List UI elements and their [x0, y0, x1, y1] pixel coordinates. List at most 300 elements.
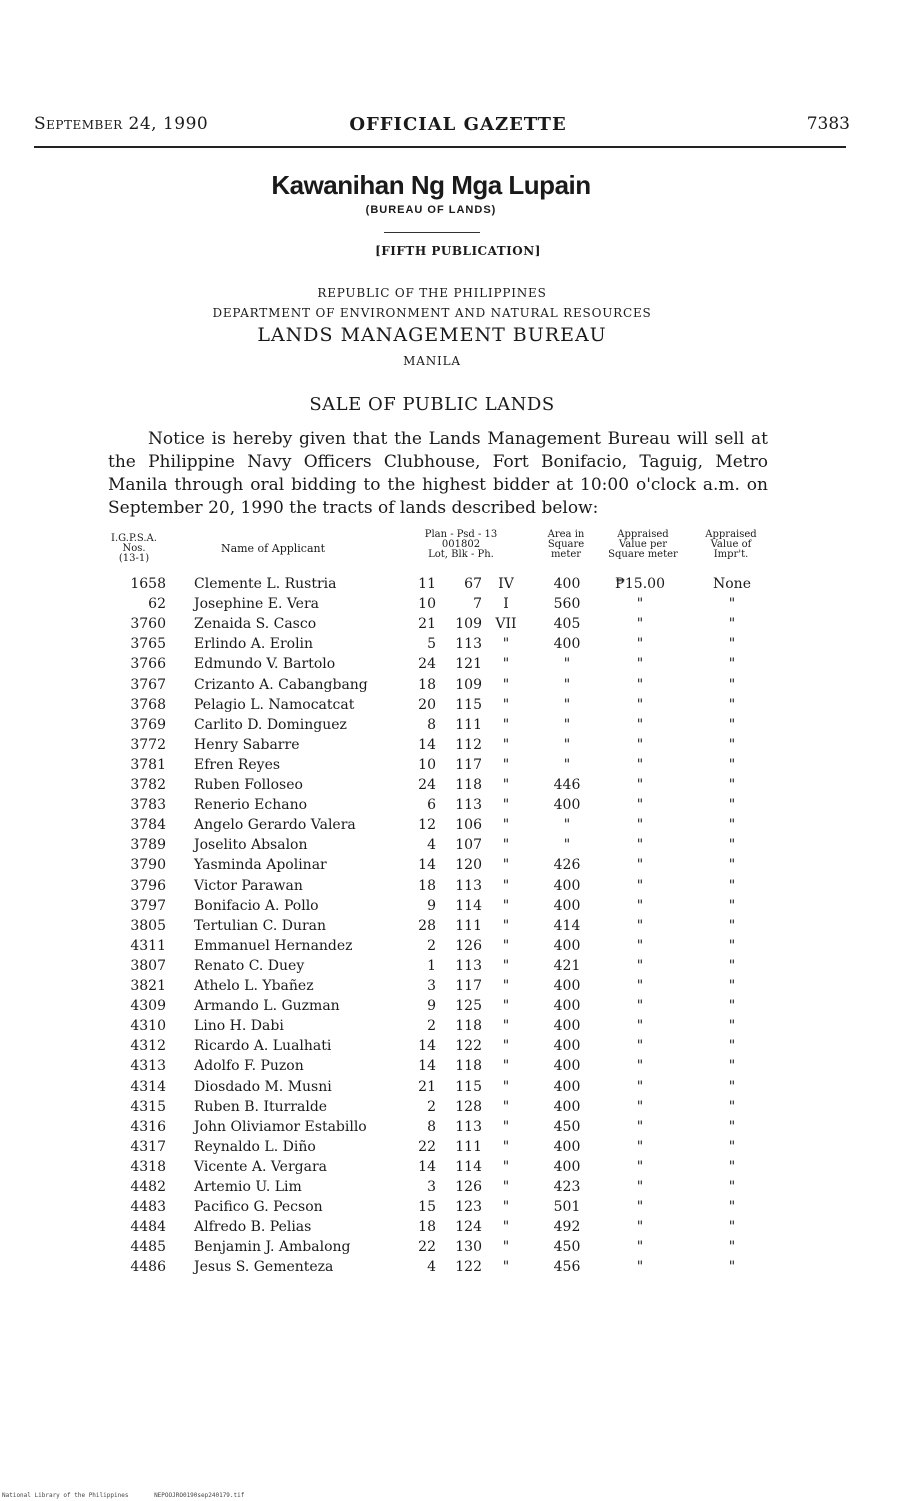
- cell-blk: 111: [455, 1139, 482, 1155]
- cell-area: 423: [553, 1179, 581, 1195]
- table-row: [0, 677, 916, 697]
- cell-blk: 109: [455, 677, 482, 693]
- cell-lot: 6: [427, 797, 436, 813]
- cell-area: 426: [553, 857, 581, 873]
- table-row: [0, 1139, 916, 1159]
- cell-blk: 121: [455, 656, 482, 672]
- cell-no: 3765: [130, 636, 166, 652]
- cell-name: Pelagio L. Namocatcat: [194, 697, 355, 713]
- cell-blk: 128: [455, 1099, 482, 1115]
- cell-value: ": [636, 656, 644, 672]
- cell-imp: ": [728, 1018, 736, 1034]
- cell-no: 3790: [130, 857, 166, 873]
- cell-lot: 12: [418, 817, 436, 833]
- cell-value: ": [636, 878, 644, 894]
- cell-name: Yasminda Apolinar: [194, 857, 327, 873]
- header-plan-line3: Lot, Blk - Ph.: [428, 549, 494, 560]
- cell-ph: ": [502, 1199, 510, 1215]
- cell-no: 3805: [130, 918, 166, 934]
- cell-name: Henry Sabarre: [194, 737, 300, 753]
- cell-imp: ": [728, 958, 736, 974]
- table-row: [0, 837, 916, 857]
- table-row: [0, 636, 916, 656]
- table-row: [0, 777, 916, 797]
- cell-lot: 14: [418, 1058, 436, 1074]
- cell-blk: 122: [455, 1038, 482, 1054]
- department-line: DEPARTMENT OF ENVIRONMENT AND NATURAL RESOURCES: [212, 306, 652, 320]
- table-row: [0, 697, 916, 717]
- cell-blk: 124: [455, 1219, 482, 1235]
- cell-area: ": [563, 656, 571, 672]
- cell-name: Alfredo B. Pelias: [194, 1219, 312, 1235]
- cell-name: Edmundo V. Bartolo: [194, 656, 336, 672]
- header-area: [534, 530, 598, 560]
- cell-name: Joselito Absalon: [194, 837, 308, 853]
- cell-area: 400: [553, 998, 581, 1014]
- cell-imp: None: [713, 576, 751, 592]
- table-row: [0, 817, 916, 837]
- table-row: [0, 857, 916, 877]
- cell-imp: ": [728, 636, 736, 652]
- cell-name: Crizanto A. Cabangbang: [194, 677, 368, 693]
- city-line: MANILA: [403, 354, 461, 368]
- cell-no: 4312: [130, 1038, 166, 1054]
- cell-value: ": [636, 1018, 644, 1034]
- cell-blk: 113: [455, 878, 482, 894]
- table-row: [0, 717, 916, 737]
- cell-lot: 2: [427, 1018, 436, 1034]
- cell-name: Athelo L. Ybañez: [194, 978, 314, 994]
- header-plan-line1: Plan - Psd - 13: [424, 529, 498, 540]
- cell-name: Carlito D. Dominguez: [194, 717, 347, 733]
- cell-name: Erlindo A. Erolin: [194, 636, 314, 652]
- cell-area: ": [563, 677, 571, 693]
- cell-blk: 113: [455, 958, 482, 974]
- cell-ph: ": [502, 857, 510, 873]
- cell-blk: 118: [455, 777, 482, 793]
- cell-area: 400: [553, 1018, 581, 1034]
- cell-imp: ": [728, 797, 736, 813]
- cell-blk: 113: [455, 636, 482, 652]
- cell-ph: ": [502, 1139, 510, 1155]
- cell-name: Vicente A. Vergara: [194, 1159, 328, 1175]
- cell-lot: 3: [427, 1179, 436, 1195]
- table-row: [0, 1119, 916, 1139]
- cell-imp: ": [728, 737, 736, 753]
- cell-no: 4316: [130, 1119, 166, 1135]
- cell-value: ": [636, 616, 644, 632]
- cell-value: ": [636, 777, 644, 793]
- cell-blk: 115: [455, 1079, 482, 1095]
- cell-lot: 9: [427, 898, 436, 914]
- cell-name: Benjamin J. Ambalong: [194, 1239, 351, 1255]
- cell-no: 3782: [130, 777, 166, 793]
- cell-name: Josephine E. Vera: [194, 596, 319, 612]
- cell-area: ": [563, 757, 571, 773]
- cell-no: 4315: [130, 1099, 166, 1115]
- cell-value: ": [636, 837, 644, 853]
- cell-value: ": [636, 1159, 644, 1175]
- cell-ph: ": [502, 717, 510, 733]
- cell-no: 3766: [130, 656, 166, 672]
- bureau-title: Kawanihan Ng Mga Lupain: [271, 170, 591, 200]
- cell-area: 450: [553, 1119, 581, 1135]
- header-area-line2: Square: [547, 539, 585, 550]
- cell-value: ": [636, 1179, 644, 1195]
- cell-imp: ": [728, 1079, 736, 1095]
- cell-blk: 107: [455, 837, 482, 853]
- header-imp-line3: Impr't.: [713, 549, 749, 560]
- cell-no: 3781: [130, 757, 166, 773]
- cell-lot: 10: [418, 596, 436, 612]
- table-row: [0, 757, 916, 777]
- cell-no: 3768: [130, 697, 166, 713]
- header-value-line2: Value per: [618, 539, 668, 550]
- cell-no: 3821: [130, 978, 166, 994]
- cell-ph: I: [503, 596, 509, 612]
- cell-imp: ": [728, 1259, 736, 1275]
- cell-name: Renerio Echano: [194, 797, 308, 813]
- cell-no: 3797: [130, 898, 166, 914]
- section-title: SALE OF PUBLIC LANDS: [309, 394, 555, 415]
- table-row: [0, 958, 916, 978]
- cell-blk: 113: [455, 1119, 482, 1135]
- cell-no: 3769: [130, 717, 166, 733]
- cell-value: ": [636, 757, 644, 773]
- cell-name: Pacifico G. Pecson: [194, 1199, 323, 1215]
- header-imp-line2: Value of: [710, 539, 752, 550]
- cell-ph: ": [502, 1099, 510, 1115]
- cell-no: 3783: [130, 797, 166, 813]
- cell-value: ": [636, 1058, 644, 1074]
- cell-area: 405: [553, 616, 581, 632]
- cell-ph: ": [502, 998, 510, 1014]
- cell-imp: ": [728, 1099, 736, 1115]
- cell-value: ": [636, 737, 644, 753]
- table-row: [0, 1199, 916, 1219]
- cell-lot: 1: [427, 958, 436, 974]
- table-row: [0, 737, 916, 757]
- cell-area: 456: [553, 1259, 581, 1275]
- table-row: [0, 616, 916, 636]
- cell-value: ": [636, 677, 644, 693]
- bureau-subtitle: (BUREAU OF LANDS): [365, 204, 497, 216]
- cell-no: 4311: [130, 938, 166, 954]
- cell-lot: 20: [418, 697, 436, 713]
- cell-imp: ": [728, 878, 736, 894]
- page-number: 7383: [806, 114, 850, 134]
- cell-lot: 4: [427, 837, 436, 853]
- cell-imp: ": [728, 616, 736, 632]
- cell-imp: ": [728, 777, 736, 793]
- cell-no: 4310: [130, 1018, 166, 1034]
- cell-area: 414: [553, 918, 581, 934]
- cell-imp: ": [728, 998, 736, 1014]
- cell-name: Adolfo F. Puzon: [194, 1058, 304, 1074]
- cell-imp: ": [728, 1058, 736, 1074]
- cell-ph: ": [502, 636, 510, 652]
- cell-area: 492: [553, 1219, 581, 1235]
- cell-area: 400: [553, 1159, 581, 1175]
- cell-blk: 122: [455, 1259, 482, 1275]
- cell-name: Efren Reyes: [194, 757, 281, 773]
- cell-ph: ": [502, 1159, 510, 1175]
- cell-ph: ": [502, 797, 510, 813]
- cell-lot: 2: [427, 1099, 436, 1115]
- cell-ph: ": [502, 1259, 510, 1275]
- table-row: [0, 918, 916, 938]
- cell-area: 400: [553, 878, 581, 894]
- cell-blk: 115: [455, 697, 482, 713]
- cell-area: 400: [553, 636, 581, 652]
- cell-no: 3807: [130, 958, 166, 974]
- table-row: [0, 938, 916, 958]
- cell-name: Armando L. Guzman: [194, 998, 340, 1014]
- header-rule: [34, 146, 846, 148]
- footer-library: National Library of the Philippines: [2, 1492, 129, 1499]
- table-row: [0, 898, 916, 918]
- header-area-line3: meter: [550, 549, 582, 560]
- cell-value: ": [636, 898, 644, 914]
- cell-ph: ": [502, 938, 510, 954]
- cell-name: Angelo Gerardo Valera: [194, 817, 356, 833]
- cell-imp: ": [728, 978, 736, 994]
- cell-blk: 117: [455, 757, 482, 773]
- bureau-line: LANDS MANAGEMENT BUREAU: [257, 324, 607, 346]
- cell-blk: 112: [455, 737, 482, 753]
- cell-imp: ": [728, 837, 736, 853]
- cell-imp: ": [728, 1038, 736, 1054]
- cell-area: ": [563, 697, 571, 713]
- cell-area: 400: [553, 1079, 581, 1095]
- cell-blk: 123: [455, 1199, 482, 1215]
- cell-value: ": [636, 596, 644, 612]
- cell-no: 4309: [130, 998, 166, 1014]
- header-value-line3: Square meter: [608, 549, 678, 560]
- cell-no: 4486: [130, 1259, 166, 1275]
- cell-ph: ": [502, 978, 510, 994]
- cell-value: ₱15.00: [615, 576, 665, 592]
- cell-name: Bonifacio A. Pollo: [194, 898, 319, 914]
- cell-no: 4483: [130, 1199, 166, 1215]
- cell-lot: 4: [427, 1259, 436, 1275]
- cell-imp: ": [728, 1239, 736, 1255]
- cell-imp: ": [728, 918, 736, 934]
- cell-lot: 2: [427, 938, 436, 954]
- cell-blk: 113: [455, 797, 482, 813]
- cell-no: 4313: [130, 1058, 166, 1074]
- cell-blk: 67: [464, 576, 482, 592]
- header-no-line1: I.G.P.S.A.: [111, 533, 157, 544]
- cell-lot: 14: [418, 857, 436, 873]
- cell-value: ": [636, 978, 644, 994]
- cell-value: ": [636, 1219, 644, 1235]
- cell-no: 3760: [130, 616, 166, 632]
- header-plan-line2: 001802: [441, 539, 481, 550]
- cell-value: ": [636, 1119, 644, 1135]
- cell-ph: ": [502, 1219, 510, 1235]
- cell-value: ": [636, 1038, 644, 1054]
- cell-lot: 15: [418, 1199, 436, 1215]
- cell-lot: 18: [418, 878, 436, 894]
- cell-no: 4485: [130, 1239, 166, 1255]
- publication-label: [FIFTH PUBLICATION]: [375, 244, 541, 258]
- cell-value: ": [636, 1099, 644, 1115]
- table-row: [0, 797, 916, 817]
- cell-no: 4314: [130, 1079, 166, 1095]
- cell-ph: ": [502, 1018, 510, 1034]
- cell-ph: IV: [498, 576, 514, 592]
- cell-no: 4318: [130, 1159, 166, 1175]
- cell-value: ": [636, 797, 644, 813]
- cell-lot: 28: [418, 918, 436, 934]
- notice-paragraph: Notice is hereby given that the Lands Management Bureau will sell at the Philippine Navy Officers Clubhouse, Fort Bonifacio, Taguig, Metro Manila through oral bidding to the highest bidder at 10:00 o'clock a.m. on September 20, 1990 the tracts of lands described below:: [108, 429, 768, 518]
- cell-blk: 114: [455, 1159, 482, 1175]
- cell-blk: 130: [455, 1239, 482, 1255]
- scan-footer: [2, 1492, 266, 1499]
- cell-value: ": [636, 1239, 644, 1255]
- table-row: [0, 1159, 916, 1179]
- cell-name: Artemio U. Lim: [194, 1179, 302, 1195]
- cell-area: ": [563, 717, 571, 733]
- cell-name: Lino H. Dabi: [194, 1018, 284, 1034]
- table-row: [0, 998, 916, 1018]
- cell-imp: ": [728, 938, 736, 954]
- cell-imp: ": [728, 1179, 736, 1195]
- cell-ph: ": [502, 918, 510, 934]
- cell-name: Jesus S. Gementeza: [194, 1259, 334, 1275]
- cell-blk: 111: [455, 717, 482, 733]
- cell-name: Ruben B. Iturralde: [194, 1099, 328, 1115]
- cell-lot: 3: [427, 978, 436, 994]
- cell-blk: 126: [455, 1179, 482, 1195]
- cell-value: ": [636, 1259, 644, 1275]
- cell-imp: ": [728, 1119, 736, 1135]
- table-row: [0, 878, 916, 898]
- cell-area: 400: [553, 1058, 581, 1074]
- cell-blk: 118: [455, 1018, 482, 1034]
- header-value: [594, 530, 692, 560]
- cell-blk: 118: [455, 1058, 482, 1074]
- cell-ph: ": [502, 677, 510, 693]
- cell-lot: 21: [418, 1079, 436, 1095]
- header-name: Name of Applicant: [220, 542, 326, 555]
- cell-area: 400: [553, 797, 581, 813]
- cell-name: Reynaldo L. Diño: [194, 1139, 316, 1155]
- cell-lot: 9: [427, 998, 436, 1014]
- table-row: [0, 656, 916, 676]
- cell-value: ": [636, 817, 644, 833]
- cell-value: ": [636, 998, 644, 1014]
- cell-ph: ": [502, 1038, 510, 1054]
- cell-ph: ": [502, 1119, 510, 1135]
- cell-blk: 117: [455, 978, 482, 994]
- running-header-title: OFFICIAL GAZETTE: [349, 114, 567, 135]
- cell-imp: ": [728, 717, 736, 733]
- cell-lot: 22: [418, 1239, 436, 1255]
- cell-area: 400: [553, 978, 581, 994]
- header-no: [108, 534, 160, 564]
- cell-area: 501: [553, 1199, 581, 1215]
- title-divider: [384, 232, 480, 233]
- cell-area: 446: [553, 777, 581, 793]
- cell-imp: ": [728, 656, 736, 672]
- table-row: [0, 1179, 916, 1199]
- table-row: [0, 1038, 916, 1058]
- cell-lot: 8: [427, 717, 436, 733]
- cell-blk: 109: [455, 616, 482, 632]
- cell-area: 400: [553, 1139, 581, 1155]
- cell-ph: ": [502, 1079, 510, 1095]
- cell-ph: ": [502, 958, 510, 974]
- cell-ph: ": [502, 1179, 510, 1195]
- cell-name: Clemente L. Rustria: [194, 576, 337, 592]
- cell-imp: ": [728, 817, 736, 833]
- cell-blk: 114: [455, 898, 482, 914]
- cell-no: 1658: [130, 576, 166, 592]
- cell-no: 62: [148, 596, 166, 612]
- cell-area: 400: [553, 938, 581, 954]
- header-improvement: [694, 530, 768, 560]
- cell-lot: 22: [418, 1139, 436, 1155]
- running-header-date: September 24, 1990: [34, 114, 209, 134]
- cell-area: 400: [553, 1099, 581, 1115]
- cell-imp: ": [728, 1199, 736, 1215]
- cell-ph: ": [502, 898, 510, 914]
- cell-ph: ": [502, 1058, 510, 1074]
- cell-blk: 7: [473, 596, 482, 612]
- cell-blk: 125: [455, 998, 482, 1014]
- cell-area: 450: [553, 1239, 581, 1255]
- cell-area: ": [563, 837, 571, 853]
- table-row: [0, 576, 916, 596]
- cell-name: Zenaida S. Casco: [194, 616, 317, 632]
- cell-lot: 10: [418, 757, 436, 773]
- cell-lot: 5: [427, 636, 436, 652]
- cell-no: 4484: [130, 1219, 166, 1235]
- cell-area: 400: [553, 898, 581, 914]
- header-no-line3: (13-1): [118, 553, 150, 564]
- cell-ph: ": [502, 878, 510, 894]
- cell-blk: 120: [455, 857, 482, 873]
- cell-area: 421: [553, 958, 581, 974]
- table-row: [0, 1259, 916, 1279]
- cell-lot: 24: [418, 656, 436, 672]
- cell-imp: ": [728, 677, 736, 693]
- cell-ph: ": [502, 697, 510, 713]
- cell-value: ": [636, 918, 644, 934]
- cell-ph: ": [502, 817, 510, 833]
- cell-area: ": [563, 737, 571, 753]
- cell-ph: VII: [495, 616, 517, 632]
- table-row: [0, 1239, 916, 1259]
- cell-ph: ": [502, 837, 510, 853]
- cell-no: 3784: [130, 817, 166, 833]
- cell-value: ": [636, 1199, 644, 1215]
- cell-area: ": [563, 817, 571, 833]
- cell-lot: 8: [427, 1119, 436, 1135]
- cell-imp: ": [728, 1159, 736, 1175]
- cell-name: Ruben Folloseo: [194, 777, 303, 793]
- cell-name: Victor Parawan: [194, 878, 303, 894]
- cell-imp: ": [728, 1219, 736, 1235]
- cell-area: 400: [553, 1038, 581, 1054]
- cell-name: John Oliviamor Estabillo: [194, 1119, 367, 1135]
- cell-imp: ": [728, 1139, 736, 1155]
- cell-ph: ": [502, 737, 510, 753]
- cell-lot: 14: [418, 1159, 436, 1175]
- cell-lot: 18: [418, 677, 436, 693]
